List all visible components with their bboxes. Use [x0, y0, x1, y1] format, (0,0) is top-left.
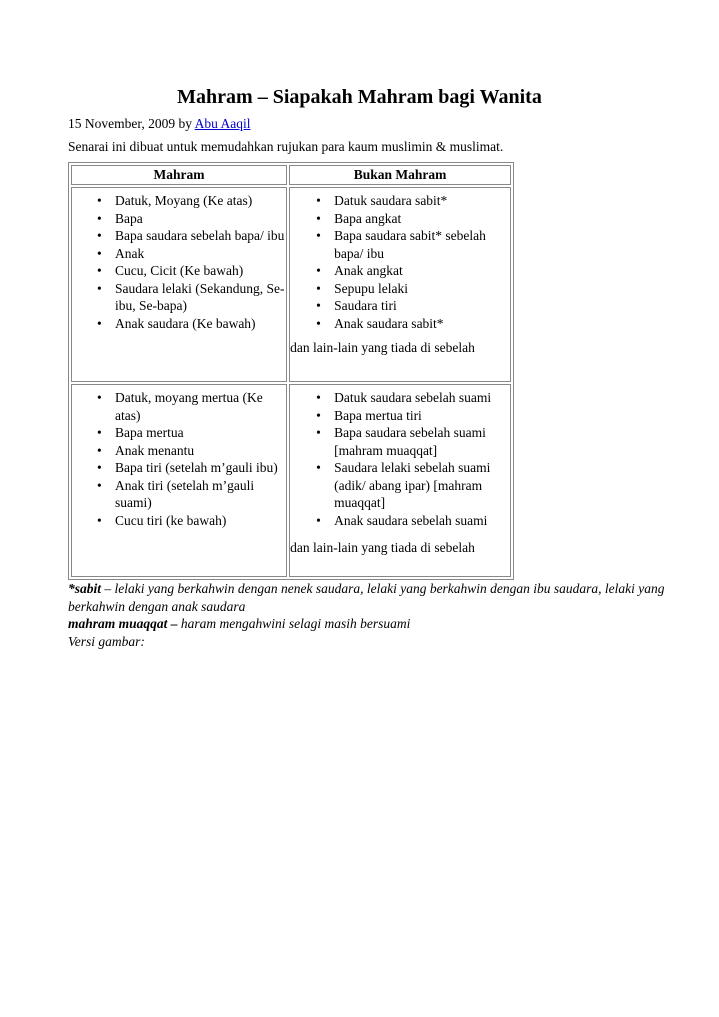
list-item: • Cucu, Cicit (Ke bawah)	[115, 262, 286, 280]
list-item: • Cucu tiri (ke bawah)	[115, 512, 286, 530]
list-item: • Saudara tiri	[334, 297, 510, 315]
bukan-mahram-cell	[289, 384, 511, 577]
list-item: • Bapa mertua tiri	[334, 407, 510, 425]
list-item: • Bapa mertua	[115, 424, 286, 442]
footnote-definition: haram mengahwini selagi masih bersuami	[177, 616, 411, 631]
list-item: • Anak saudara sabit*	[334, 315, 510, 333]
list-item: • Anak tiri (setelah m’gauli suami)	[115, 477, 286, 512]
table-row	[71, 187, 511, 382]
table-header-row	[71, 165, 511, 185]
list-item: • Bapa saudara sebelah suami [mahram muaqqat]	[334, 424, 510, 459]
mahram-list	[72, 385, 286, 529]
list-item: • Bapa saudara sabit* sebelah bapa/ ibu	[334, 227, 510, 262]
list-item: • Anak menantu	[115, 442, 286, 460]
mahram-table	[68, 162, 514, 580]
header-bukan-mahram: Bukan Mahram	[289, 165, 511, 185]
intro-text: Senarai ini dibuat untuk memudahkan rujukan para kaum muslimin & muslimat.	[68, 139, 504, 154]
table-note: dan lain-lain yang tiada di sebelah	[290, 340, 475, 355]
list-item: • Anak saudara sebelah suami	[334, 512, 510, 530]
footnote-muaqqat	[68, 615, 668, 633]
table-note: dan lain-lain yang tiada di sebelah	[290, 540, 475, 555]
list-item: • Datuk, Moyang (Ke atas)	[115, 192, 286, 210]
list-item: • Anak	[115, 245, 286, 263]
list-item: • Bapa tiri (setelah m’gauli ibu)	[115, 459, 286, 477]
list-item: • Bapa angkat	[334, 210, 510, 228]
image-version-label: Versi gambar:	[68, 633, 145, 649]
footnote-definition: – lelaki yang berkahwin dengan nenek saudara, lelaki yang berkahwin dengan ibu saudara, lelaki yang berkahwin dengan anak saudara	[68, 581, 665, 614]
footnote-sabit	[68, 580, 668, 615]
post-date: 15 November, 2009 by	[68, 116, 192, 131]
mahram-cell	[71, 384, 287, 577]
list-item: • Datuk saudara sabit*	[334, 192, 510, 210]
list-item: • Bapa saudara sebelah bapa/ ibu	[115, 227, 286, 245]
mahram-list	[72, 188, 286, 332]
footnote-term: *sabit	[68, 581, 102, 596]
list-item: • Anak saudara (Ke bawah)	[115, 315, 286, 333]
byline	[68, 116, 250, 132]
list-item: • Sepupu lelaki	[334, 280, 510, 298]
footnote-term: mahram muaqqat –	[68, 616, 178, 631]
header-mahram: Mahram	[71, 165, 287, 185]
bukan-mahram-list	[290, 385, 510, 529]
footnotes	[68, 580, 668, 650]
page-title: Mahram – Siapakah Mahram bagi Wanita	[177, 86, 542, 108]
bukan-mahram-list	[290, 188, 510, 332]
list-item: • Bapa	[115, 210, 286, 228]
bukan-mahram-cell	[289, 187, 511, 382]
table-row	[71, 384, 511, 577]
list-item: • Saudara lelaki (Sekandung, Se-ibu, Se-bapa)	[115, 280, 286, 315]
list-item: • Saudara lelaki sebelah suami (adik/ abang ipar) [mahram muaqqat]	[334, 459, 510, 512]
list-item: • Datuk saudara sebelah suami	[334, 389, 510, 407]
list-item: • Anak angkat	[334, 262, 510, 280]
mahram-cell	[71, 187, 287, 382]
author-link[interactable]: Abu Aaqil	[194, 116, 251, 131]
list-item: • Datuk, moyang mertua (Ke atas)	[115, 389, 286, 424]
